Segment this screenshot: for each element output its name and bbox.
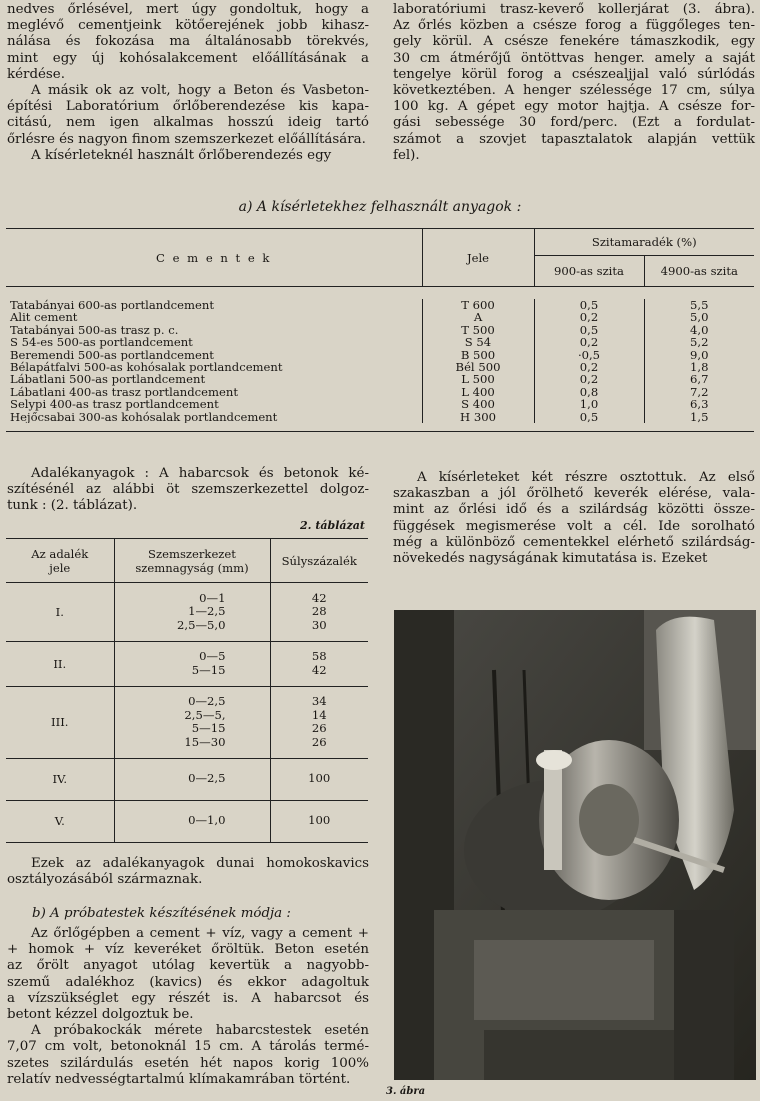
text-line: A kísérleteket két részre osztottuk. Az első	[417, 470, 755, 485]
text-line: számot a szovjet tapasztalatok alapján vettük	[393, 131, 755, 147]
table-row	[6, 411, 754, 423]
text-line: őrlésre és nagyon finom szemszerkezet előállítására.	[7, 131, 366, 147]
szemnagysag-value: 0—5	[199, 649, 226, 663]
text-line: gely körül. A csésze fenekére támaszkodik, egy	[393, 34, 755, 50]
sulyszazalek-value: 42	[311, 662, 327, 677]
text-line: szítésénél az alábbi öt szemszerkezettel dolgoz-	[7, 482, 369, 498]
table2-header-jele-line2: jele	[49, 560, 71, 575]
szemnagysag-cell	[114, 583, 270, 642]
table1-header-jele: Jele	[422, 229, 534, 287]
cement-name: Alit cement	[6, 311, 422, 323]
table1-header-900: 900-as szita	[534, 256, 644, 287]
szita-4900-value: 1,5	[690, 409, 709, 424]
text-line: fel).	[393, 147, 420, 163]
cement-name: S 54-es 500-as portlandcement	[6, 336, 422, 348]
szita-900-value: 0,8	[534, 386, 644, 398]
cement-jele: H 300	[422, 411, 534, 423]
szemnagysag-value: 0—1,0	[188, 813, 226, 828]
sulyszazalek-value: 26	[311, 721, 327, 735]
szita-4900-value: 4,0	[690, 322, 709, 337]
col1-b-paragraph	[7, 926, 369, 1088]
sulyszazalek-value: 28	[311, 604, 327, 618]
text-line: relatív nedvességtartalmú klímakamrában történt.	[7, 1071, 351, 1087]
sulyszazalek-cell	[270, 800, 368, 842]
adalek-id: II.	[6, 641, 114, 686]
text-line: tunk : (2. táblázat).	[7, 498, 138, 514]
szemnagysag-cell	[114, 641, 270, 686]
text-line: a vízszükséglet egy részét is. A habarcsot és	[7, 990, 369, 1006]
text-line: gási sebessége 30 ford/perc. (Ezt a fordulat-	[393, 115, 755, 131]
col1-origin-paragraph	[7, 856, 369, 888]
table-row	[6, 311, 754, 323]
szita-4900-value: 6,3	[690, 397, 709, 412]
text-line: építési Laboratórium őrlőberendezése kis kapa-	[7, 99, 369, 115]
table2-header-szem-line2: szemnagyság (mm)	[135, 560, 249, 575]
cement-jele: A	[422, 311, 534, 323]
szita-4900-value: 5,5	[690, 298, 709, 312]
szita-4900-value: 5,0	[690, 310, 709, 325]
szemnagysag-value: 0—2,5	[188, 771, 226, 786]
szemnagysag-value: 2,5—5,	[184, 707, 226, 722]
szita-900-value: ·0,5	[534, 349, 644, 361]
szemnagysag-value: 1—2,5	[188, 604, 226, 618]
cement-name: Lábatlani 400-as trasz portlandcement	[6, 386, 422, 398]
text-line: szemű adalékhoz (kavics) és ekkor adagoltuk	[7, 974, 369, 990]
szita-900-value: 0,2	[534, 336, 644, 348]
text-line: laboratóriumi trasz-keverő kollerjárat (3. ábra).	[393, 2, 755, 17]
photo-illustration	[394, 610, 756, 1080]
text-line: 7,07 cm volt, betonoknál 15 cm. A tárolás termé-	[7, 1039, 369, 1055]
table2-header-szem	[114, 539, 270, 583]
sulyszazalek-cell	[270, 686, 368, 758]
text-line: A másik ok az volt, hogy a Beton és Vasbeton-	[31, 83, 369, 99]
sulyszazalek-value: 26	[311, 734, 327, 749]
table2-label: 2. táblázat	[300, 519, 365, 532]
text-line: még a különböző cementekkel elérhető szilárdság-	[393, 534, 755, 550]
text-line: nálása és fokozása ma általánosabb törekvés,	[7, 34, 369, 50]
szemnagysag-value: 2,5—5,0	[177, 617, 226, 632]
table2-header-jele-line1: Az adalék	[31, 546, 89, 561]
text-line: meglévő cementjeink kötőerejének jobb kihasz-	[7, 18, 369, 34]
szemnagysag-value: 0—2,5	[188, 694, 226, 708]
sulyszazalek-cell	[270, 583, 368, 642]
table-row	[6, 324, 754, 336]
text-line: A kísérleteknél használt őrlőberendezés egy	[31, 147, 332, 163]
table-row	[6, 758, 368, 800]
table2-header-jele	[6, 539, 114, 583]
adalek-id: V.	[6, 800, 114, 842]
cement-name: Lábatlani 500-as portlandcement	[6, 373, 422, 385]
table2-header-suly: Súlyszázalék	[270, 539, 368, 583]
szita-900-value: 0,2	[534, 373, 644, 385]
szemnagysag-value: 15—30	[184, 734, 226, 749]
table-row	[6, 299, 754, 311]
text-line: kérdése.	[7, 66, 65, 82]
col2-top-paragraph	[393, 2, 755, 164]
cement-name: Tatabányai 500-as trasz p. c.	[6, 324, 422, 336]
adalek-id: III.	[6, 686, 114, 758]
szemnagysag-value: 5—15	[191, 662, 226, 677]
cement-jele: S 54	[422, 336, 534, 348]
sulyszazalek-value: 100	[308, 813, 331, 828]
text-line: citású, nem igen alkalmas hosszú ideig tartó	[7, 115, 369, 131]
text-line: szetes szilárdulás esetén hét napos korig 100%	[7, 1055, 369, 1071]
text-line: függések megismerése volt a cél. Ide sorolható	[393, 518, 755, 534]
cement-table	[6, 228, 754, 432]
szita-900-value: 0,5	[534, 411, 644, 423]
table-row	[6, 641, 368, 686]
sulyszazalek-cell	[270, 758, 368, 800]
table-row	[6, 373, 754, 385]
text-line: mint az őrlési idő és a szilárdság közötti össze-	[393, 502, 755, 518]
adalek-table	[6, 538, 368, 843]
table-row	[6, 800, 368, 842]
text-line: Adalékanyagok : A habarcsok és betonok ké-	[31, 466, 369, 481]
text-line: A próbakockák mérete habarcstestek esetén	[31, 1023, 369, 1039]
cement-jele: S 400	[422, 398, 534, 410]
szita-4900-value: 1,8	[690, 360, 709, 375]
sulyszazalek-value: 42	[311, 590, 327, 605]
cement-name: Selypi 400-as trasz portlandcement	[6, 398, 422, 410]
sulyszazalek-cell	[270, 641, 368, 686]
text-line: 100 kg. A gépet egy motor hajtja. A csésze for-	[393, 99, 755, 115]
cement-jele: T 500	[422, 324, 534, 336]
table2-header-szem-line1: Szemszerkezet	[148, 546, 236, 561]
szita-900-value: 1,0	[534, 398, 644, 410]
sulyszazalek-value: 58	[311, 649, 327, 663]
text-line: növekedés nagyságának kimutatása is. Ezeket	[393, 551, 708, 567]
szita-4900-value: 6,7	[690, 372, 709, 387]
szemnagysag-value: 5—15	[191, 721, 226, 735]
text-line: szakaszban a jól őrölhető keverék elérése, vala-	[393, 486, 755, 502]
cement-jele: L 500	[422, 373, 534, 385]
sulyszazalek-value: 34	[311, 694, 327, 708]
szemnagysag-value: 0—1	[199, 590, 226, 605]
table-row	[6, 361, 754, 373]
cement-jele: L 400	[422, 386, 534, 398]
szemnagysag-cell	[114, 758, 270, 800]
text-line: Az őrlőgépben a cement + víz, vagy a cement +	[31, 926, 369, 941]
text-line: Ezek az adalékanyagok dunai homokoskavics	[31, 856, 369, 871]
cement-name: Bélapátfalvi 500-as kohósalak portlandcement	[6, 361, 422, 373]
figure-caption: 3. ábra	[386, 1086, 426, 1097]
text-line: Az őrlés közben a csésze forog a függőleges ten-	[393, 18, 755, 34]
cement-name: Hejőcsabai 300-as kohósalak portlandcement	[6, 411, 422, 423]
adalek-id: IV.	[6, 758, 114, 800]
szita-900-value: 0,5	[534, 299, 644, 311]
sulyszazalek-value: 100	[308, 771, 331, 786]
szita-900-value: 0,2	[534, 311, 644, 323]
cement-jele: B 500	[422, 349, 534, 361]
text-line: tengelye körül forog a csészealjjal való súrlódás	[393, 66, 755, 82]
table-row	[6, 583, 368, 642]
text-line: nedves őrlésével, mert úgy gondoltuk, hogy a	[7, 2, 369, 17]
text-line: osztályozásából származnak.	[7, 872, 203, 888]
table1-header-szita: Szitamaradék (%)	[534, 229, 754, 256]
kollerjarat-photo	[394, 610, 756, 1080]
szita-4900-value: 7,2	[690, 384, 709, 399]
cement-name: Tatabányai 600-as portlandcement	[6, 299, 422, 311]
cement-name: Beremendi 500-as portlandcement	[6, 349, 422, 361]
text-line: betont kézzel dolgoztuk be.	[7, 1007, 194, 1023]
text-line: + homok + víz keveréket őröltük. Beton esetén	[7, 942, 369, 958]
table1-header-4900: 4900-as szita	[644, 256, 754, 287]
col1-top-paragraph	[7, 2, 369, 164]
sulyszazalek-value: 30	[311, 617, 327, 632]
text-line: mint egy új kohósalakcement előállításának a	[7, 50, 369, 66]
szita-900-value: 0,2	[534, 361, 644, 373]
col1-adalek-paragraph	[7, 466, 369, 515]
szita-4900-value: 9,0	[690, 347, 709, 362]
table-row	[6, 349, 754, 361]
table-row	[6, 398, 754, 410]
text-line: 30 cm átmérőjű öntöttvas henger. amely a saját	[393, 50, 755, 66]
cement-jele: T 600	[422, 299, 534, 311]
section-a-title: a) A kísérletekhez felhasznált anyagok :	[238, 199, 522, 215]
szemnagysag-cell	[114, 686, 270, 758]
table-row	[6, 386, 754, 398]
cement-jele: Bél 500	[422, 361, 534, 373]
table1-header-cement: C e m e n t e k	[6, 229, 422, 287]
text-line: következtében. A henger szélessége 17 cm, súlya	[393, 83, 755, 99]
adalek-id: I.	[6, 583, 114, 642]
col2-mid-paragraph	[393, 470, 755, 567]
szemnagysag-cell	[114, 800, 270, 842]
text-line: az őrölt anyagot utólag kevertük a nagyobb-	[7, 958, 369, 974]
table-row	[6, 336, 754, 348]
section-b-title: b) A próbatestek készítésének módja :	[32, 906, 291, 921]
szita-4900-value: 5,2	[690, 335, 709, 350]
sulyszazalek-value: 14	[311, 707, 327, 722]
szita-900-value: 0,5	[534, 324, 644, 336]
table-row	[6, 686, 368, 758]
